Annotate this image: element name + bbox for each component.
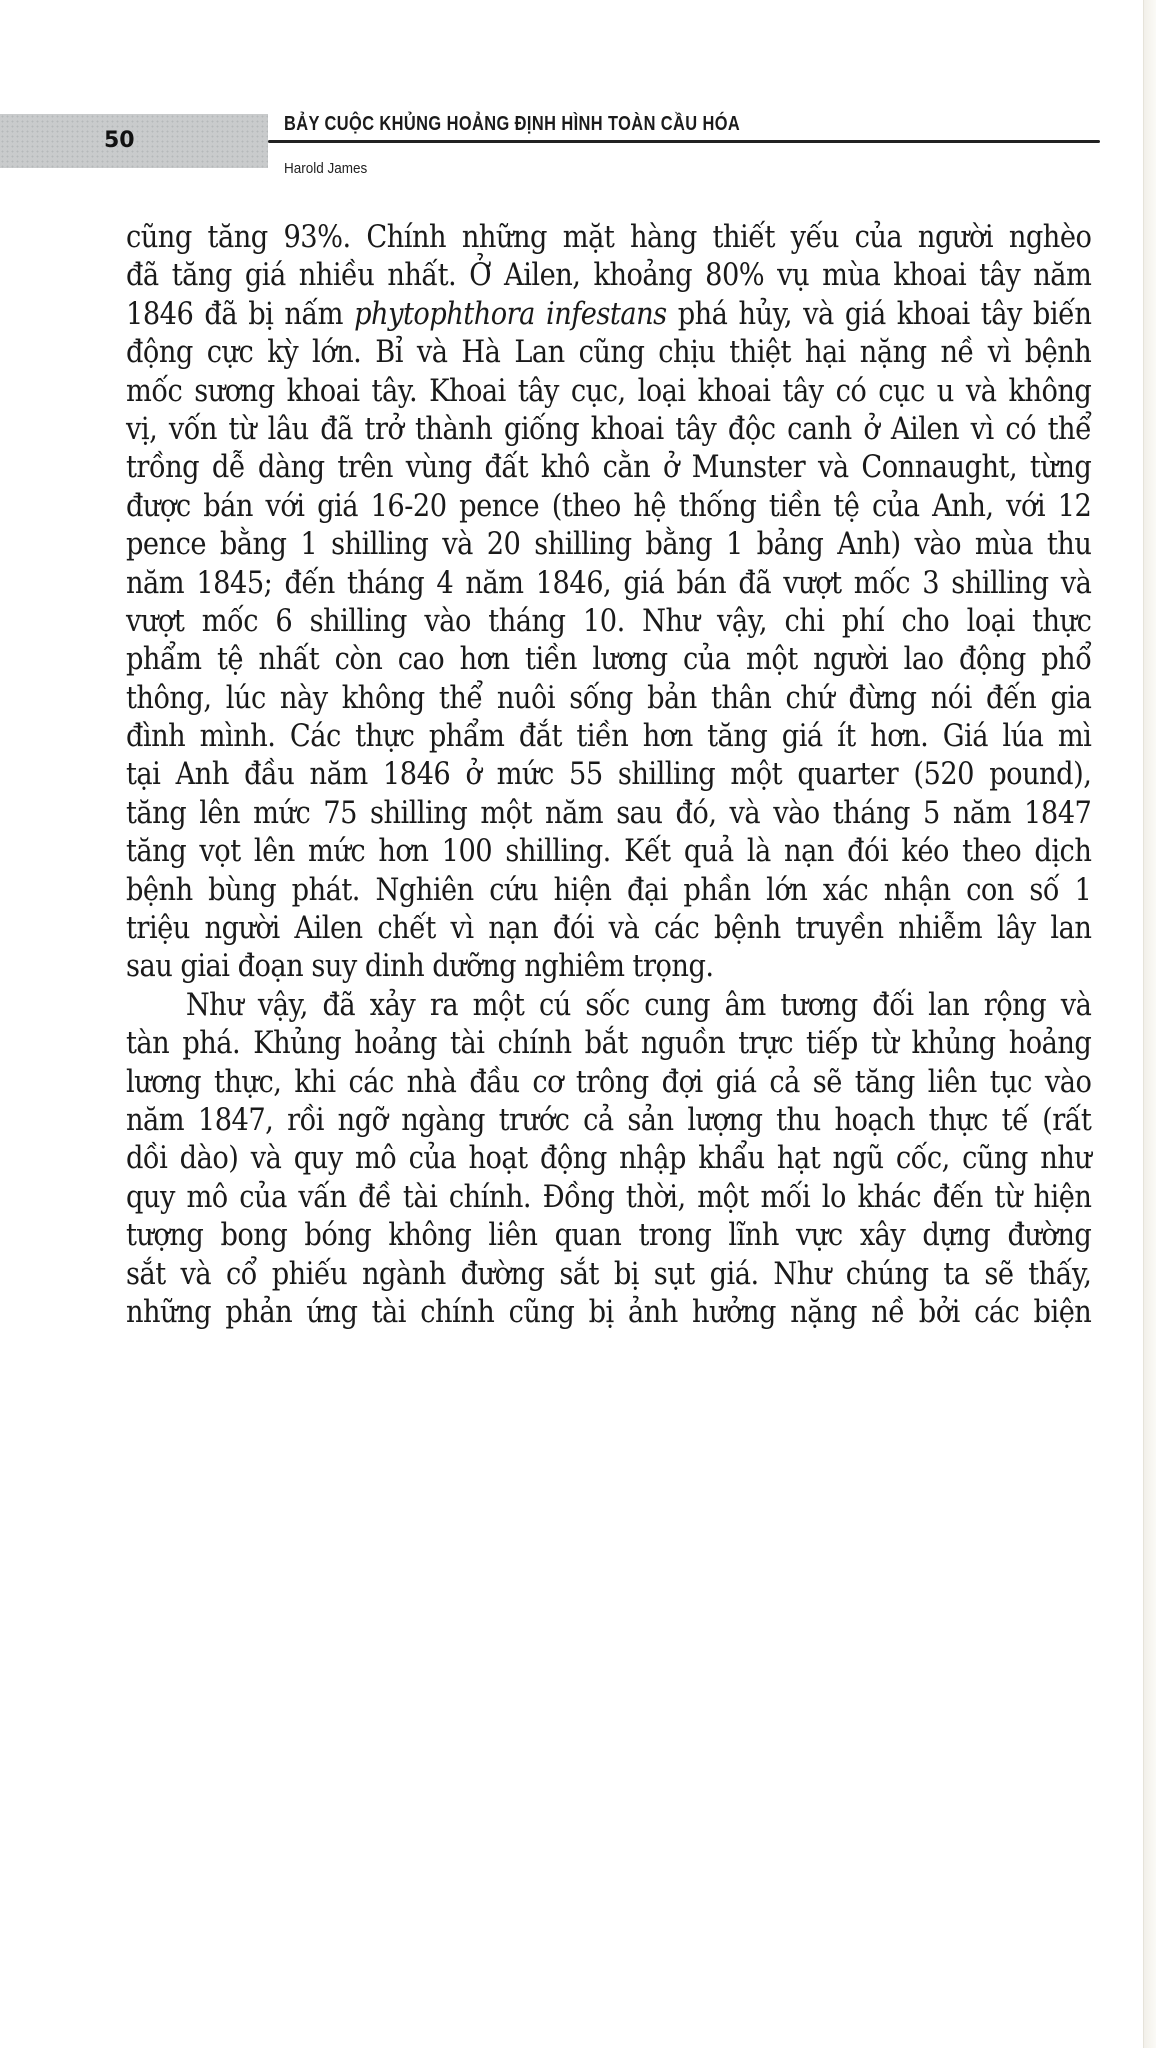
text-line: tượng bong bóng không liên quan trong lĩnh vực xây dựng đường xyxy=(126,1217,1092,1254)
text-line: pence bằng 1 shilling và 20 shilling bằng 1 bảng Anh) vào mùa thu xyxy=(126,526,1092,563)
text-line: năm 1845; đến tháng 4 năm 1846, giá bán đã vượt mốc 3 shilling và xyxy=(126,564,1092,601)
text-line: động cực kỳ lớn. Bỉ và Hà Lan cũng chịu thiệt hại nặng nề vì bệnh xyxy=(126,334,1092,371)
text-line: phẩm tệ nhất còn cao hơn tiền lương của một người lao động phổ xyxy=(126,641,1092,678)
running-header xyxy=(0,0,1156,190)
text-line xyxy=(126,295,1091,333)
text-line: dồi dào) và quy mô của hoạt động nhập khẩu hạt ngũ cốc, cũng như xyxy=(126,1140,1092,1177)
text-line: năm 1847, rồi ngỡ ngàng trước cả sản lượng thu hoạch thực tế (rất xyxy=(126,1101,1092,1138)
italic-species-name: phytophthora infestans xyxy=(354,295,667,332)
text-line: được bán với giá 16-20 pence (theo hệ thống tiền tệ của Anh, với 12 xyxy=(126,487,1092,524)
text-span: phá hủy, và giá khoai tây biến xyxy=(666,295,1092,332)
text-line: mốc sương khoai tây. Khoai tây cục, loại khoai tây có cục u và không xyxy=(126,372,1092,409)
page-number: 50 xyxy=(104,128,135,153)
text-line: tăng vọt lên mức hơn 100 shilling. Kết quả là nạn đói kéo theo dịch xyxy=(126,833,1092,870)
text-line: đã tăng giá nhiều nhất. Ở Ailen, khoảng 80% vụ mùa khoai tây năm xyxy=(126,257,1092,294)
text-line: bệnh bùng phát. Nghiên cứu hiện đại phần lớn xác nhận con số 1 xyxy=(126,871,1092,908)
text-line: quy mô của vấn đề tài chính. Đồng thời, một mối lo khác đến từ hiện xyxy=(126,1178,1092,1215)
text-line: vị, vốn từ lâu đã trở thành giống khoai tây độc canh ở Ailen vì có thể xyxy=(126,410,1092,447)
text-line: tại Anh đầu năm 1846 ở mức 55 shilling một quarter (520 pound), xyxy=(126,756,1092,793)
paragraph-1 xyxy=(126,218,1092,986)
text-line: tăng lên mức 75 shilling một năm sau đó, và vào tháng 5 năm 1847 xyxy=(126,794,1092,831)
text-line: sau giai đoạn suy dinh dưỡng nghiêm trọng. xyxy=(126,948,714,985)
text-line: thông, lúc này không thể nuôi sống bản thân chứ đừng nói đến gia xyxy=(126,679,1092,716)
page-edge xyxy=(1143,0,1156,2048)
text-span: 1846 đã bị nấm xyxy=(126,295,355,332)
text-line: triệu người Ailen chết vì nạn đói và các bệnh truyền nhiễm lây lan xyxy=(126,910,1092,947)
text-line: trồng dễ dàng trên vùng đất khô cằn ở Munster và Connaught, từng xyxy=(126,449,1092,486)
text-line: vượt mốc 6 shilling vào tháng 10. Như vậy, chi phí cho loại thực xyxy=(126,602,1092,639)
text-line: những phản ứng tài chính cũng bị ảnh hưởng nặng nề bởi các biện xyxy=(126,1293,1092,1330)
text-line: Như vậy, đã xảy ra một cú sốc cung âm tương đối lan rộng và xyxy=(185,986,1092,1023)
body-text xyxy=(126,218,1092,1331)
paragraph-2 xyxy=(126,986,1092,1332)
text-line: cũng tăng 93%. Chính những mặt hàng thiết yếu của người nghèo xyxy=(126,219,1092,255)
text-line: đình mình. Các thực phẩm đắt tiền hơn tăng giá ít hơn. Giá lúa mì xyxy=(126,718,1092,755)
text-line: sắt và cổ phiếu ngành đường sắt bị sụt giá. Như chúng ta sẽ thấy, xyxy=(126,1255,1092,1292)
author-name: Harold James xyxy=(284,160,368,177)
text-line: lương thực, khi các nhà đầu cơ trông đợi giá cả sẽ tăng liên tục vào xyxy=(126,1063,1092,1100)
header-rule xyxy=(268,140,1100,143)
book-title: BẢY CUỘC KHỦNG HOẢNG ĐỊNH HÌNH TOÀN CẦU HÓA xyxy=(284,113,741,135)
text-line: tàn phá. Khủng hoảng tài chính bắt nguồn trực tiếp từ khủng hoảng xyxy=(126,1025,1092,1062)
